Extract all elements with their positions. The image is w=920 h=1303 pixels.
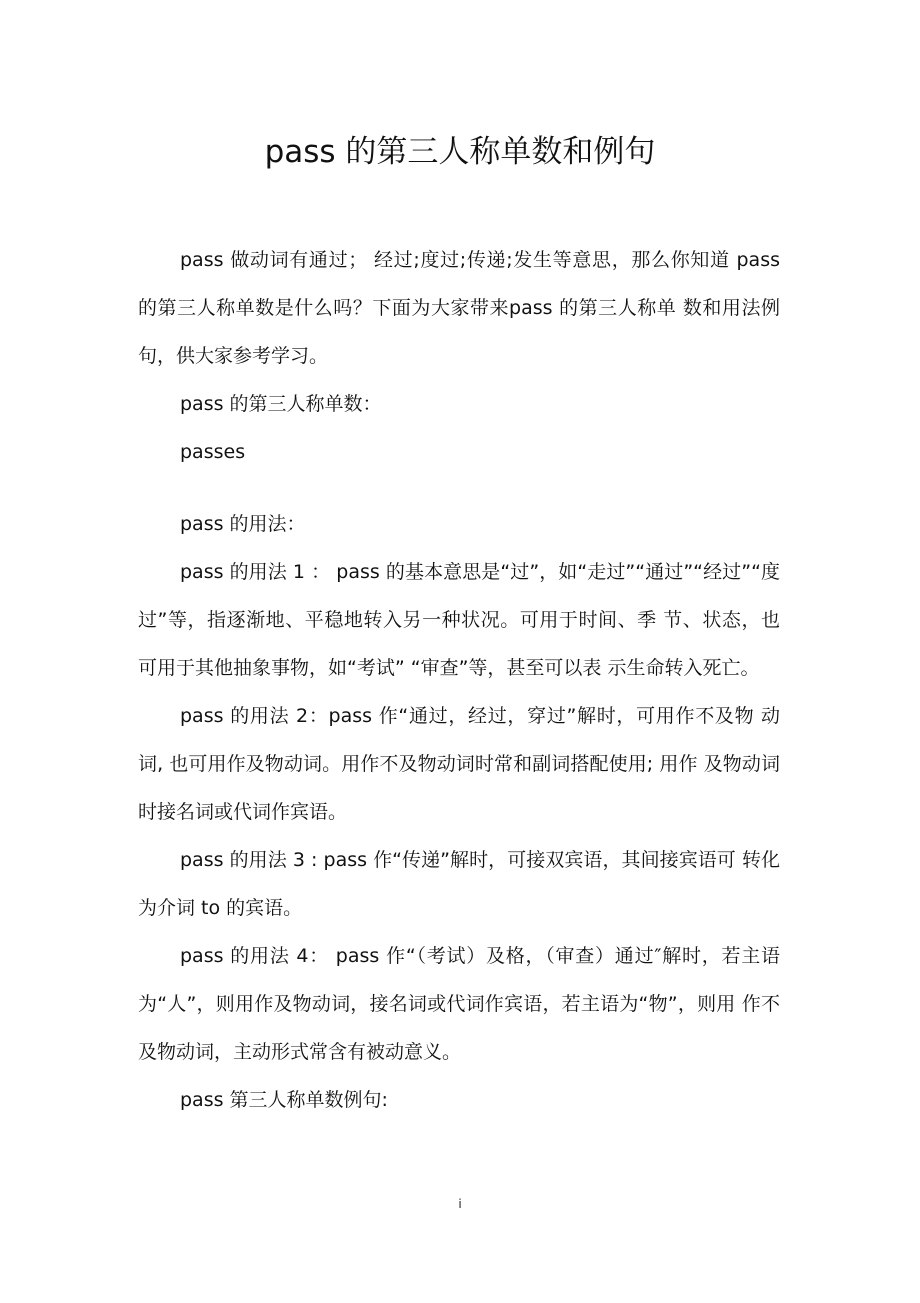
document-title: pass 的第三人称单数和例句 <box>264 134 656 170</box>
paragraph-gap <box>138 476 780 500</box>
usage-heading: pass 的用法： <box>180 513 306 535</box>
document-body <box>138 236 780 1124</box>
third-person-value: passes <box>180 441 246 463</box>
usage-2-paragraph: pass 的用法 2：pass 作“通过，经过，穿过”解时，可用作不及物 动词, 也可用作及物动词。用作不及物动词时常和副词搭配使用; 用作 及物动词时接名词或代词作宾语。 <box>138 705 780 823</box>
usage-4-paragraph: pass 的用法 4： pass 作“（考试）及格，（审查）通过″解时，若主语 为“人”，则用作及物动词，接名词或代词作宾语，若主语为“物”，则用 作不及物动词，主动形式常含有被动意义。 <box>138 945 780 1063</box>
usage-3-paragraph: pass 的用法 3 : pass 作“传递”解时，可接双宾语，其间接宾语可 转化为介词 to 的宾语。 <box>138 849 780 919</box>
examples-heading: pass 第三人称单数例句: <box>180 1089 388 1111</box>
intro-paragraph: pass 做动词有通过； 经过;度过;传递;发生等意思，那么你知道 pass 的第三人称单数是什么吗？下面为大家带来pass 的第三人称单 数和用法例句，供大家参考学习。 <box>138 249 780 367</box>
page-number: i <box>458 1197 462 1211</box>
usage-1-paragraph: pass 的用法 1 ： pass 的基本意思是“过”，如“走过”“通过”“经过”“度过”等，指逐渐地、平稳地转入另一种状况。可用于时间、季 节、状态，也可用于其他抽象事物，如“考试” “审查”等，甚至可以表 示生命转入死亡。 <box>138 561 780 679</box>
third-person-heading: pass 的第三人称单数： <box>180 393 382 415</box>
